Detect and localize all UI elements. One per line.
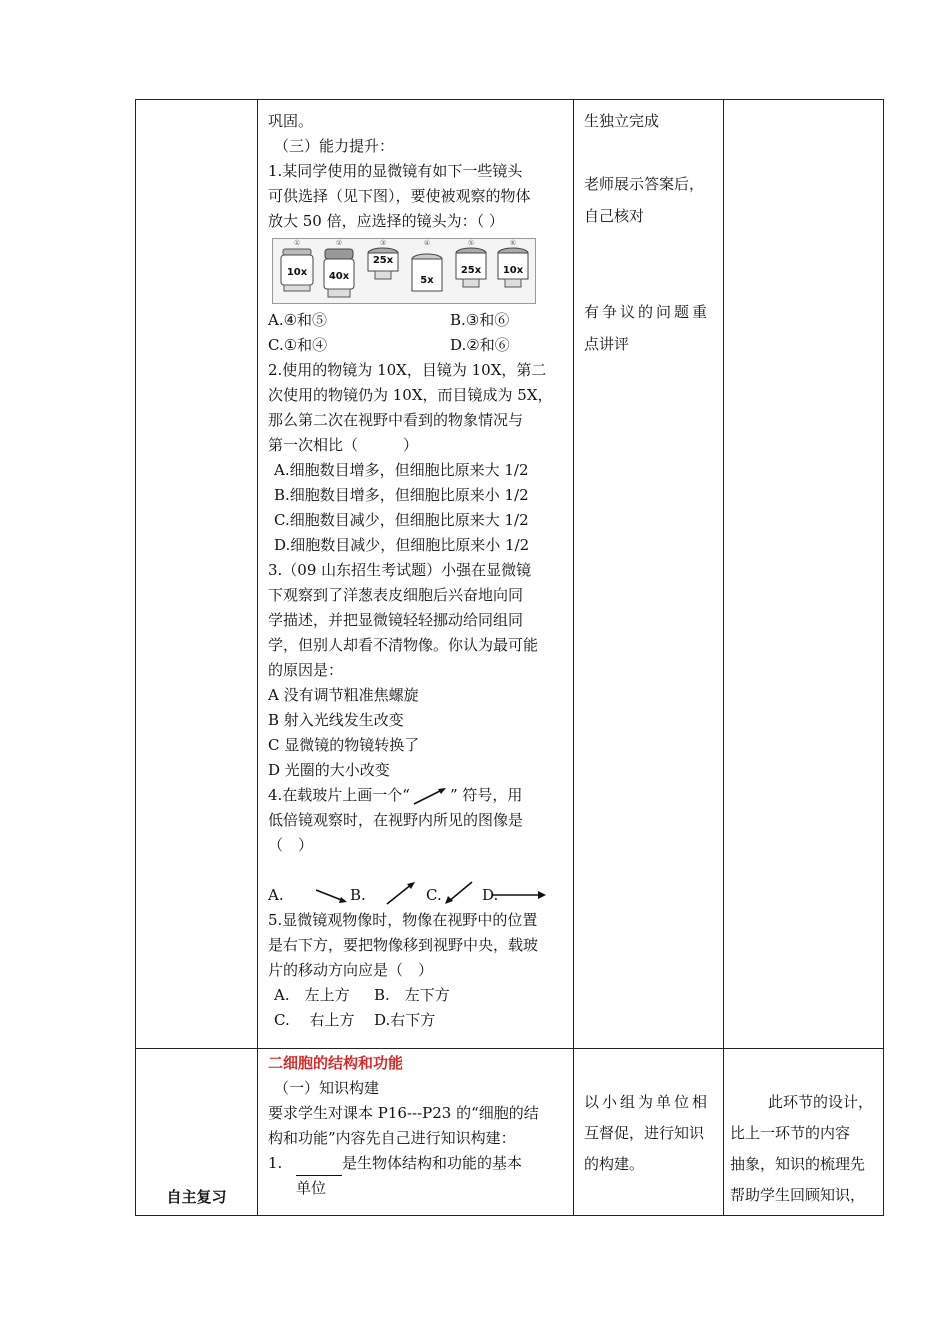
lens-number: ⑤: [467, 239, 475, 247]
lens-label: 10x: [286, 267, 308, 278]
option: C.: [426, 886, 442, 904]
fill-blank[interactable]: [296, 1159, 342, 1176]
q3-line: 学描述，并把显微镜轻轻挪动给同组同: [268, 611, 524, 629]
lens-2: [321, 239, 357, 295]
sub-heading: （一）知识构建: [274, 1079, 380, 1097]
text-line: 巩固。: [268, 112, 314, 130]
section-title: 二细胞的结构和功能: [268, 1054, 404, 1072]
row2-content: [258, 1049, 574, 1216]
q3-option: C 显微镜的物镜转换了: [268, 736, 420, 754]
q4-line: （ ）: [268, 836, 314, 854]
student-text: 老师展示答案后，: [584, 175, 705, 193]
lens-label: 25x: [372, 255, 394, 266]
lens-number: ③: [379, 239, 387, 247]
lens-number: ⑥: [509, 239, 517, 247]
student-text: 以小组为单位相: [584, 1093, 711, 1111]
option: C.①和④: [268, 336, 328, 354]
lens-label: 10x: [502, 265, 524, 276]
q4-line: 低倍镜观察时，在视野内所见的图像是: [268, 811, 524, 829]
student-text: 的构建。: [584, 1155, 645, 1173]
q2-option: B.细胞数目增多，但细胞比原来小 1/2: [274, 486, 529, 504]
q1-line: 1.某同学使用的显微镜有如下一些镜头: [268, 162, 523, 180]
item-number: 1.: [268, 1154, 283, 1172]
lens-1: [279, 239, 315, 295]
row1-content: [258, 100, 574, 1049]
q5-line: 是右下方，要把物像移到视野中央，载玻: [268, 936, 539, 954]
q2-line: 2.使用的物镜为 10X，目镜为 10X，第二: [268, 361, 547, 379]
lens-3: [365, 239, 401, 295]
design-text: 比上一环节的内容: [730, 1124, 851, 1142]
q4-text: 4.在载玻片上画一个“: [268, 786, 410, 804]
arrow-up-right-icon: [384, 879, 418, 907]
q4-line: [268, 783, 565, 808]
design-text: 抽象，知识的梳理先: [730, 1155, 866, 1173]
req-line: 构和功能”内容先自己进行知识构建：: [268, 1129, 516, 1147]
arrow-symbol-icon: [410, 784, 450, 808]
row1-student-activity: [574, 100, 724, 1049]
q5-line: 片的移动方向应是（ ）: [268, 961, 434, 979]
row2-student-activity: [574, 1049, 724, 1216]
q1-options: [268, 333, 565, 358]
row2-col1: [136, 1049, 258, 1216]
lens-number: ②: [335, 239, 343, 247]
lens-number: ①: [293, 239, 301, 247]
arrow-down-right-icon: [314, 887, 350, 905]
arrow-down-left-icon: [442, 879, 476, 907]
option: A.④和⑤: [268, 311, 328, 329]
table-row: [136, 100, 884, 1049]
design-text: 帮助学生回顾知识，: [730, 1186, 866, 1204]
lesson-table: [135, 99, 884, 1216]
q3-line: 的原因是：: [268, 661, 344, 679]
q2-line: 第一次相比（ ）: [268, 436, 419, 454]
option: A. 左上方: [274, 986, 350, 1004]
q4-text: ” 符号，用: [449, 786, 523, 804]
req-line: 要求学生对课本 P16---P23 的“细胞的结: [268, 1104, 539, 1122]
q4-options: [268, 883, 565, 908]
option: C. 右上方: [274, 1011, 355, 1029]
q5-options: [268, 1008, 565, 1033]
student-text: 互督促，进行知识: [584, 1124, 705, 1142]
q5-line: 5.显微镜观物像时，物像在视野中的位置: [268, 911, 538, 929]
q1-line: 放大 50 倍，应选择的镜头为：（ ）: [268, 212, 504, 230]
student-text: 生独立完成: [584, 112, 660, 130]
section-label: 自主复习: [166, 1188, 227, 1206]
q2-option: D.细胞数目减少，但细胞比原来小 1/2: [274, 536, 530, 554]
q3-option: D 光圈的大小改变: [268, 761, 390, 779]
lens-label: 40x: [328, 271, 350, 282]
q2-option: C.细胞数目减少，但细胞比原来大 1/2: [274, 511, 529, 529]
row1-col1: [136, 100, 258, 1049]
lens-4: [409, 239, 445, 295]
q1-options: [268, 308, 565, 333]
student-text: 点讲评: [584, 335, 630, 353]
lens-label: 25x: [460, 265, 482, 276]
student-text: 有争议的问题重: [584, 303, 711, 321]
item-line: [268, 1151, 565, 1176]
q3-line: 下观察到了洋葱表皮细胞后兴奋地向同: [268, 586, 524, 604]
q3-line: 学，但别人却看不清物像。你认为最可能: [268, 636, 539, 654]
q1-line: 可供选择（见下图），要使被观察的物体: [268, 187, 531, 205]
option: D.右下方: [374, 1011, 436, 1029]
q2-line: 那么第二次在视野中看到的物象情况与: [268, 411, 524, 429]
option: A.: [268, 886, 284, 904]
q3-option: B 射入光线发生改变: [268, 711, 404, 729]
lens-label: 5x: [420, 275, 434, 286]
lens-figure: [272, 238, 536, 304]
lens-number: ④: [423, 239, 431, 247]
option: D.: [482, 886, 499, 904]
lens-5: [453, 239, 489, 295]
q3-line: 3.（09 山东招生考试题）小强在显微镜: [268, 561, 532, 579]
q3-option: A 没有调节粗准焦螺旋: [268, 686, 419, 704]
item-text: 是生物体结构和功能的基本: [342, 1154, 523, 1172]
option: B.: [350, 886, 366, 904]
option: B.③和⑥: [450, 311, 510, 329]
student-text: 自己核对: [584, 207, 645, 225]
option: D.②和⑥: [450, 336, 510, 354]
row1-design: [724, 100, 884, 1049]
arrow-right-icon: [490, 889, 548, 901]
row2-design: [724, 1049, 884, 1216]
q2-line: 次使用的物镜仍为 10X，而目镜成为 5X，: [268, 386, 553, 404]
lens-6: [495, 239, 531, 295]
design-text: 此环节的设计，: [768, 1093, 874, 1111]
q5-options: [268, 983, 565, 1008]
section-heading: （三）能力提升：: [274, 137, 395, 155]
option: B. 左下方: [374, 986, 450, 1004]
table-row: [136, 1049, 884, 1216]
item-line: 单位: [296, 1179, 327, 1197]
q2-option: A.细胞数目增多，但细胞比原来大 1/2: [274, 461, 529, 479]
